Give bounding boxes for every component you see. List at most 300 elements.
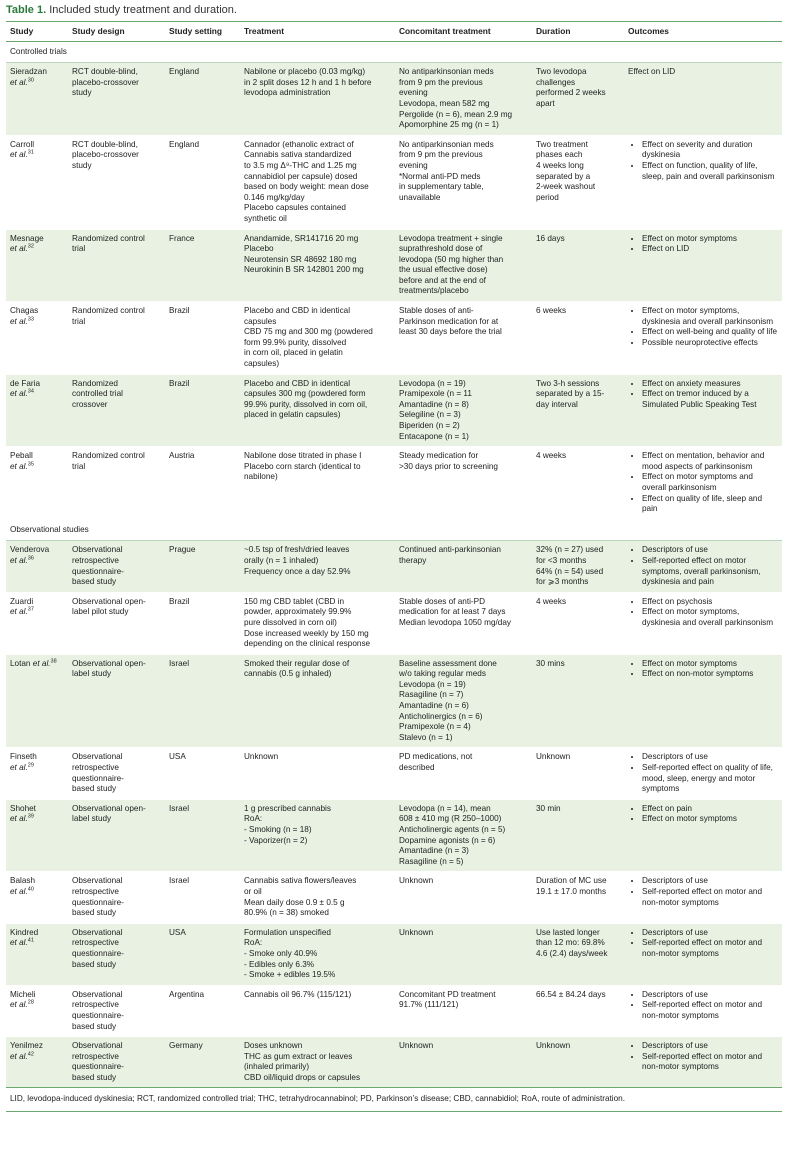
concomitant-line: evening [399, 160, 428, 170]
outcome-item: • Effect on motor symptoms [642, 659, 779, 670]
outcomes-cell [624, 541, 782, 592]
duration-line: 2-week washout [536, 182, 596, 192]
outcomes-cell [624, 799, 782, 872]
design-line: retrospective [72, 1051, 119, 1061]
setting-cell: Israel [169, 803, 190, 813]
header-duration: Duration [532, 22, 624, 42]
concomitant-line: in supplementary table, [399, 182, 484, 192]
concomitant-line: from 9 pm the previous [399, 77, 483, 87]
treatment-line: powder, approximately 99.9% [244, 607, 352, 617]
design-cell [68, 447, 165, 520]
treatment-line: CBD oil/liquid drops or capsules [244, 1072, 361, 1082]
duration-cell [532, 447, 624, 520]
study-author: Micheli [10, 989, 36, 999]
study-reference: 42 [27, 1050, 34, 1057]
outcomes-list [628, 451, 779, 515]
treatment-cell [240, 374, 395, 447]
design-line: trial [72, 461, 86, 471]
concomitant-line: Continued anti-parkinsonian [399, 545, 501, 555]
duration-line: 32% (n = 27) used [536, 545, 604, 555]
study-cell [6, 135, 68, 229]
outcomes-cell [624, 302, 782, 375]
study-author: Kindred [10, 927, 39, 937]
outcomes-list [628, 928, 779, 960]
treatment-cell [240, 1037, 395, 1088]
duration-line: Use lasted longer [536, 927, 600, 937]
study-cell [6, 748, 68, 799]
duration-cell [532, 748, 624, 799]
design-cell [68, 872, 165, 923]
outcome-item: • Effect on motor symptoms, dyskinesia and overall parkinsonism [642, 607, 779, 628]
treatment-line: 150 mg CBD tablet (CBD in [244, 596, 345, 606]
design-cell [68, 135, 165, 229]
study-cell [6, 447, 68, 520]
treatment-line: Neurokinin B SR 142801 200 mg [244, 265, 364, 275]
table-row [6, 447, 782, 520]
outcomes-cell [624, 1037, 782, 1088]
treatment-cell [240, 592, 395, 654]
duration-cell [532, 923, 624, 985]
outcome-item: • Effect on LID [642, 244, 779, 255]
duration-line: 4.6 (2.4) days/week [536, 948, 608, 958]
treatment-line: form 99.9% purity, dissolved [244, 337, 347, 347]
treatment-line: 99.9% purity, dissolved in corn oil, [244, 399, 368, 409]
design-line: Observational [72, 989, 123, 999]
treatment-cell [240, 748, 395, 799]
treatment-line: synthetic oil [244, 213, 287, 223]
duration-line: Two levodopa [536, 67, 587, 77]
treatment-line: Smoked their regular dose of [244, 658, 350, 668]
concomitant-line: Levodopa treatment + single [399, 233, 503, 243]
outcomes-list [628, 306, 779, 348]
setting-cell: Germany [169, 1041, 203, 1051]
study-reference: 29 [27, 762, 34, 769]
design-cell [68, 374, 165, 447]
outcome-item: • Descriptors of use [642, 1041, 779, 1052]
concomitant-cell [395, 302, 532, 375]
concomitant-line: Anticholinergic agents (n = 5) [399, 825, 506, 834]
treatment-line: placed in gelatin capsules) [244, 410, 341, 420]
treatment-cell [240, 985, 395, 1036]
concomitant-line: Rasagiline (n = 5) [399, 856, 464, 866]
concomitant-cell [395, 447, 532, 520]
design-line: Observational open- [72, 658, 146, 668]
design-cell [68, 985, 165, 1036]
concomitant-line: 91.7% (111/121) [399, 1000, 459, 1010]
study-reference: 34 [27, 388, 34, 395]
concomitant-line: >30 days prior to screening [399, 461, 498, 471]
design-cell [68, 63, 165, 136]
outcome-item: • Effect on tremor induced by a Simulated Public Speaking Test [642, 389, 779, 410]
treatment-line: Formulation unspecified [244, 927, 331, 937]
design-line: trial [72, 244, 86, 254]
concomitant-line: the usual effective dose) [399, 265, 488, 275]
study-etal: et al. [10, 77, 28, 87]
concomitant-line: levodopa (50 mg higher than [399, 254, 504, 264]
study-author: Venderova [10, 545, 50, 555]
treatment-cell [240, 447, 395, 520]
treatment-cell [240, 63, 395, 136]
duration-line: performed 2 weeks [536, 88, 606, 98]
study-etal: et al. [10, 1051, 28, 1061]
design-line: retrospective [72, 886, 119, 896]
study-reference: 40 [27, 886, 34, 893]
duration-line: 4 weeks [536, 451, 567, 461]
concomitant-line: Levodopa (n = 19) [399, 679, 466, 689]
treatment-line: Placebo and CBD in identical [244, 378, 351, 388]
design-line: Observational [72, 927, 123, 937]
outcomes-list [628, 990, 779, 1022]
design-line: retrospective [72, 763, 119, 773]
duration-line: for <3 months [536, 555, 587, 565]
concomitant-line: w/o taking regular meds [399, 669, 486, 679]
design-cell [68, 592, 165, 654]
treatment-line: nabilone) [244, 472, 278, 482]
duration-cell [532, 135, 624, 229]
outcomes-list [628, 545, 779, 587]
duration-line: separated by a [536, 171, 591, 181]
study-table [6, 21, 782, 1112]
concomitant-line: Apomorphine 25 mg (n = 1) [399, 120, 499, 130]
treatment-line: RoA: [244, 938, 263, 948]
duration-line: Duration of MC use [536, 876, 607, 886]
concomitant-cell [395, 985, 532, 1036]
table-row [6, 63, 782, 136]
duration-line: 64% (n = 54) used [536, 566, 604, 576]
outcomes-list [628, 876, 779, 908]
treatment-line: Neurotensin SR 48692 180 mg [244, 254, 357, 264]
outcomes-cell [624, 872, 782, 923]
treatment-cell [240, 302, 395, 375]
design-cell [68, 229, 165, 302]
treatment-line: 0.146 mg/kg/day [244, 192, 305, 202]
study-etal: et al. [10, 1000, 28, 1010]
outcomes-list [628, 752, 779, 794]
treatment-line: CBD 75 mg and 300 mg (powdered [244, 327, 373, 337]
treatment-line: depending on the clinical response [244, 639, 371, 649]
treatment-line: in corn oil, placed in gelatin [244, 348, 343, 358]
study-cell [6, 923, 68, 985]
outcomes-list [628, 379, 779, 411]
treatment-line: THC as gum extract or leaves [244, 1051, 353, 1061]
concomitant-line: medication for at least 7 days [399, 607, 506, 617]
design-line: label study [72, 814, 112, 824]
table-row [6, 374, 782, 447]
outcome-item: • Descriptors of use [642, 752, 779, 763]
treatment-line: capsules [244, 316, 277, 326]
outcomes-list [628, 804, 779, 825]
header-treatment: Treatment [240, 22, 395, 42]
treatment-line: - Smoking (n = 18) [244, 825, 312, 834]
study-reference: 32 [27, 243, 34, 250]
treatment-line: 80.9% (n = 38) smoked [244, 908, 329, 918]
duration-line: 16 days [536, 233, 565, 243]
study-reference: 38 [50, 657, 57, 664]
design-line: questionnaire- [72, 1010, 124, 1020]
setting-cell: Prague [169, 545, 196, 555]
concomitant-cell [395, 1037, 532, 1088]
treatment-cell [240, 135, 395, 229]
duration-cell [532, 1037, 624, 1088]
treatment-cell [240, 872, 395, 923]
treatment-line: Dose increased weekly by 150 mg [244, 628, 369, 638]
concomitant-line: Unknown [399, 876, 434, 886]
concomitant-line: Pramipexole (n = 4) [399, 722, 471, 732]
table-row [6, 229, 782, 302]
duration-cell [532, 541, 624, 592]
outcomes-list [628, 140, 779, 182]
concomitant-line: Anticholinergics (n = 6) [399, 711, 483, 721]
study-etal: et al. [10, 244, 28, 254]
table-caption-label: Table 1. [6, 4, 47, 16]
treatment-line: (inhaled primarily) [244, 1062, 310, 1072]
design-line: Observational open- [72, 803, 146, 813]
treatment-line: cannabidiol per capsule) dosed [244, 171, 358, 181]
outcomes-list [628, 659, 779, 680]
table-row [6, 923, 782, 985]
treatment-line: cannabis (0.5 g inhaled) [244, 669, 332, 679]
study-author: Yenilmez [10, 1041, 43, 1051]
treatment-line: based on body weight: mean dose [244, 182, 369, 192]
study-cell [6, 1037, 68, 1088]
section-row [6, 41, 782, 63]
design-cell [68, 1037, 165, 1088]
treatment-line: pure dissolved in corn oil) [244, 617, 337, 627]
treatment-cell [240, 229, 395, 302]
duration-line: period [536, 192, 559, 202]
concomitant-line: Pergolide (n = 6), mean 2.9 mg [399, 109, 513, 119]
study-cell [6, 654, 68, 748]
table-row [6, 302, 782, 375]
section-title: Observational studies [6, 519, 782, 541]
concomitant-line: Levodopa (n = 14), mean [399, 803, 491, 813]
treatment-line: - Smoke + edibles 19.5% [244, 970, 336, 980]
concomitant-line: unavailable [399, 192, 441, 202]
study-reference: 31 [27, 149, 34, 156]
treatment-line: Cannabis sativa standardized [244, 150, 352, 160]
concomitant-cell [395, 872, 532, 923]
design-cell [68, 541, 165, 592]
treatment-line: to 3.5 mg Δ⁹-THC and 1.25 mg [244, 160, 357, 170]
design-line: based study [72, 1021, 117, 1031]
study-author: Balash [10, 876, 36, 886]
table-caption [6, 4, 237, 16]
study-cell [6, 872, 68, 923]
setting-cell: Israel [169, 876, 190, 886]
outcome-item: • Self-reported effect on motor and non-motor symptoms [642, 887, 779, 908]
treatment-line: - Vaporizer(n = 2) [244, 835, 308, 845]
concomitant-cell [395, 654, 532, 748]
section-title: Controlled trials [6, 41, 782, 63]
design-line: Observational [72, 1041, 123, 1051]
table-row [6, 592, 782, 654]
concomitant-line: Selegiline (n = 3) [399, 410, 461, 420]
duration-line: for ⩾3 months [536, 577, 589, 587]
design-line: placebo-crossover [72, 77, 139, 87]
study-author: Lotan [10, 658, 31, 668]
outcomes-cell [624, 374, 782, 447]
header-concomitant-treatment: Concomitant treatment [395, 22, 532, 42]
outcome-item: • Self-reported effect on motor symptoms, overall parkinsonism, dyskinesia and pain [642, 556, 779, 588]
study-etal: et al. [10, 461, 28, 471]
outcome-item: • Descriptors of use [642, 545, 779, 556]
concomitant-line: described [399, 763, 435, 773]
concomitant-line: Stalevo (n = 1) [399, 732, 453, 742]
design-cell [68, 302, 165, 375]
design-line: Randomized control [72, 233, 145, 243]
treatment-line: ~0.5 tsp of fresh/dried leaves [244, 545, 350, 555]
design-line: based study [72, 784, 117, 794]
design-cell [68, 748, 165, 799]
outcome-item: • Effect on pain [642, 804, 779, 815]
concomitant-line: Stable doses of anti-PD [399, 596, 486, 606]
concomitant-line: Unknown [399, 1041, 434, 1051]
table-row [6, 748, 782, 799]
table-row [6, 985, 782, 1036]
table-row [6, 541, 782, 592]
concomitant-line: Unknown [399, 927, 434, 937]
study-etal: et al. [10, 316, 28, 326]
table-footnote: LID, levodopa-induced dyskinesia; RCT, randomized controlled trial; THC, tetrahydrocannabinol; PD, Parkinson’s disease; CBD, cannabidiol; RoA, route of administration. [6, 1088, 782, 1112]
outcomes-list [628, 1041, 779, 1073]
concomitant-line: Amantadine (n = 3) [399, 846, 469, 856]
outcomes-cell [624, 229, 782, 302]
concomitant-line: from 9 pm the previous [399, 150, 483, 160]
design-line: RCT double-blind, [72, 139, 138, 149]
design-line: Randomized control [72, 306, 145, 316]
design-line: study [72, 160, 92, 170]
design-line: questionnaire- [72, 1062, 124, 1072]
outcome-item: • Effect on motor symptoms [642, 814, 779, 825]
duration-line: 30 min [536, 803, 561, 813]
table-footer [6, 1088, 782, 1112]
outcome-text: Effect on LID [628, 67, 676, 77]
setting-cell: USA [169, 927, 186, 937]
table-row [6, 135, 782, 229]
design-line: based study [72, 959, 117, 969]
treatment-line: levodopa administration [244, 88, 331, 98]
header-study-setting: Study setting [165, 22, 240, 42]
outcome-item: • Self-reported effect on motor and non-motor symptoms [642, 1052, 779, 1073]
setting-cell: France [169, 233, 195, 243]
setting-cell: Argentina [169, 989, 205, 999]
concomitant-line: evening [399, 88, 428, 98]
design-line: Observational [72, 545, 123, 555]
treatment-line: Placebo [244, 244, 274, 254]
study-cell [6, 302, 68, 375]
treatment-line: or oil [244, 886, 262, 896]
concomitant-cell [395, 799, 532, 872]
outcome-item: • Effect on severity and duration dyskinesia [642, 140, 779, 161]
header-study-design: Study design [68, 22, 165, 42]
treatment-line: Cannabis sativa flowers/leaves [244, 876, 357, 886]
treatment-cell [240, 541, 395, 592]
study-etal: et al. [10, 150, 28, 160]
outcome-item: • Effect on quality of life, sleep and pain [642, 494, 779, 515]
concomitant-cell [395, 229, 532, 302]
outcome-item: • Descriptors of use [642, 928, 779, 939]
duration-cell [532, 799, 624, 872]
setting-cell: Brazil [169, 306, 190, 316]
treatment-line: Anandamide, SR141716 20 mg [244, 233, 359, 243]
outcome-item: • Effect on well-being and quality of life [642, 327, 779, 338]
duration-line: Unknown [536, 1041, 571, 1051]
study-reference: 28 [27, 999, 34, 1006]
outcome-item: • Effect on non-motor symptoms [642, 669, 779, 680]
concomitant-line: Levodopa (n = 19) [399, 378, 466, 388]
study-cell [6, 799, 68, 872]
study-author: Finseth [10, 752, 37, 762]
outcomes-cell [624, 923, 782, 985]
treatment-line: RoA: [244, 814, 263, 824]
concomitant-line: Parkinson medication for at [399, 316, 499, 326]
study-etal: et al. [32, 658, 51, 668]
study-cell [6, 985, 68, 1036]
outcomes-cell [624, 748, 782, 799]
concomitant-line: *Normal anti-PD meds [399, 171, 481, 181]
concomitant-line: Dopamine agonists (n = 6) [399, 835, 496, 845]
design-line: Observational open- [72, 596, 146, 606]
design-cell [68, 923, 165, 985]
design-line: questionnaire- [72, 566, 124, 576]
duration-line: 66.54 ± 84.24 days [536, 989, 606, 999]
treatment-cell [240, 923, 395, 985]
study-etal: et al. [10, 886, 28, 896]
treatment-line: capsules) [244, 359, 280, 369]
duration-line: Two treatment [536, 139, 588, 149]
design-line: trial [72, 316, 86, 326]
table-row [6, 1037, 782, 1088]
table-row [6, 654, 782, 748]
design-line: label pilot study [72, 607, 129, 617]
study-etal: et al. [10, 555, 28, 565]
duration-cell [532, 592, 624, 654]
concomitant-line: PD medications, not [399, 752, 473, 762]
study-etal: et al. [10, 938, 28, 948]
study-etal: et al. [10, 814, 28, 824]
duration-line: day interval [536, 399, 578, 409]
concomitant-cell [395, 135, 532, 229]
design-line: retrospective [72, 938, 119, 948]
concomitant-line: Concomitant PD treatment [399, 989, 496, 999]
study-reference: 39 [27, 813, 34, 820]
outcome-item: • Effect on motor symptoms and overall parkinsonism [642, 472, 779, 493]
concomitant-line: Amantadine (n = 8) [399, 399, 469, 409]
study-author: Shohet [10, 803, 36, 813]
header-outcomes: Outcomes [624, 22, 782, 42]
section-row [6, 519, 782, 541]
design-line: Observational [72, 752, 123, 762]
study-author: Mesnage [10, 233, 44, 243]
concomitant-line: Stable doses of anti- [399, 306, 474, 316]
outcomes-list [628, 234, 779, 255]
study-author: Peball [10, 451, 33, 461]
study-author: Sieradzan [10, 67, 47, 77]
outcome-item: • Effect on anxiety measures [642, 379, 779, 390]
duration-cell [532, 63, 624, 136]
treatment-line: Doses unknown [244, 1041, 303, 1051]
table-body [6, 41, 782, 1088]
study-reference: 30 [27, 77, 34, 84]
outcome-item: • Descriptors of use [642, 990, 779, 1001]
duration-line: 4 weeks [536, 596, 567, 606]
outcomes-cell [624, 654, 782, 748]
concomitant-cell [395, 748, 532, 799]
design-line: questionnaire- [72, 897, 124, 907]
design-line: crossover [72, 399, 108, 409]
study-author: Carroll [10, 139, 35, 149]
outcomes-cell [624, 592, 782, 654]
